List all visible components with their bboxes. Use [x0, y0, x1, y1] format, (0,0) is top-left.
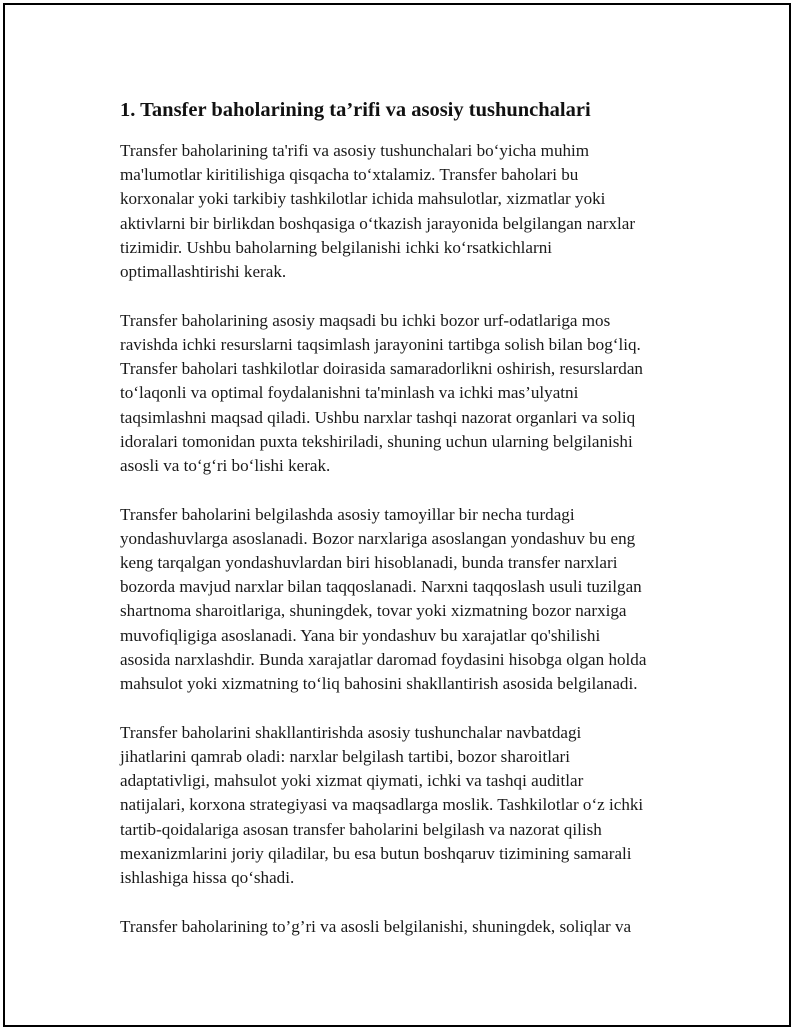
paragraph-5 — [120, 915, 690, 939]
text-line: Transfer baholarini belgilashda asosiy tamoyillar bir necha turdagi — [120, 504, 575, 524]
text-line: mexanizmlarini joriy qiladilar, bu esa butun boshqaruv tizimining samarali — [120, 843, 632, 863]
text-line: adaptativligi, mahsulot yoki xizmat qiymati, ichki va tashqi auditlar — [120, 771, 584, 791]
text-line: asosli va to‘g‘ri bo‘lishi kerak. — [120, 455, 331, 475]
text-line: yondashuvlarga asoslanadi. Bozor narxlariga asoslangan yondashuv bu eng — [120, 528, 636, 548]
page-frame — [3, 3, 791, 1027]
text-line: natijalari, korxona strategiyasi va maqsadlarga moslik. Tashkilotlar o‘z ichki — [120, 795, 644, 815]
text-line: shartnoma sharoitlariga, shuningdek, tovar yoki xizmatning bozor narxiga — [120, 601, 627, 621]
text-line: taqsimlashni maqsad qiladi. Ushbu narxlar tashqi nazorat organlari va soliq — [120, 407, 636, 427]
document-content — [120, 97, 690, 963]
paragraph-1 — [120, 139, 690, 284]
paragraph-4 — [120, 721, 690, 890]
section-heading: 1. Tansfer baholarining ta’rifi va asosiy tushunchalari — [120, 99, 591, 121]
text-line: to‘laqonli va optimal foydalanishni ta'minlash va ichki mas’ulyatni — [120, 383, 579, 403]
text-line: asosida narxlashdir. Bunda xarajatlar daromad foydasini hisobga olgan holda — [120, 649, 647, 669]
text-line: mahsulot yoki xizmatning to‘liq bahosini shakllantirish asosida belgilanadi. — [120, 674, 638, 694]
text-line: ma'lumotlar kiritilishiga qisqacha to‘xtalamiz. Transfer baholari bu — [120, 165, 579, 185]
text-line: korxonalar yoki tarkibiy tashkilotlar ichida mahsulotlar, xizmatlar yoki — [120, 189, 606, 209]
text-line: aktivlarni bir birlikdan boshqasiga o‘tkazish jarayonida belgilangan narxlar — [120, 213, 636, 233]
text-line: Transfer baholarining asosiy maqsadi bu ichki bozor urf-odatlariga mos — [120, 310, 611, 330]
paragraph-3 — [120, 503, 690, 697]
text-line: ishlashiga hissa qo‘shadi. — [120, 867, 295, 887]
paragraph-2 — [120, 309, 690, 478]
text-line: Transfer baholarini shakllantirishda asosiy tushunchalar navbatdagi — [120, 722, 582, 742]
text-line: jihatlarini qamrab oladi: narxlar belgilash tartibi, bozor sharoitlari — [120, 746, 570, 766]
text-line: ravishda ichki resurslarni taqsimlash jarayonini tartibga solish bilan bog‘liq. — [120, 334, 641, 354]
text-line: bozorda mavjud narxlar bilan taqqoslanadi. Narxni taqqoslash usuli tuzilgan — [120, 577, 642, 597]
text-line: Transfer baholarining ta'rifi va asosiy tushunchalari bo‘yicha muhim — [120, 141, 590, 160]
text-line: muvofiqligiga asoslanadi. Yana bir yondashuv bu xarajatlar qo'shilishi — [120, 625, 601, 645]
text-line: idoralari tomonidan puxta tekshiriladi, shuning uchun ularning belgilanishi — [120, 431, 633, 451]
text-line: Transfer baholari tashkilotlar doirasida samaradorlikni oshirish, resurslardan — [120, 359, 643, 379]
text-line: keng tarqalgan yondashuvlardan biri hisoblanadi, bunda transfer narxlari — [120, 553, 618, 573]
text-line: tizimidir. Ushbu baholarning belgilanishi ichki ko‘rsatkichlarni — [120, 237, 553, 257]
text-line: tartib-qoidalariga asosan transfer baholarini belgilash va nazorat qilish — [120, 819, 602, 839]
text-line: Transfer baholarining to’g’ri va asosli belgilanishi, shuningdek, soliqlar va — [120, 916, 632, 936]
text-line: optimallashtirishi kerak. — [120, 262, 287, 282]
